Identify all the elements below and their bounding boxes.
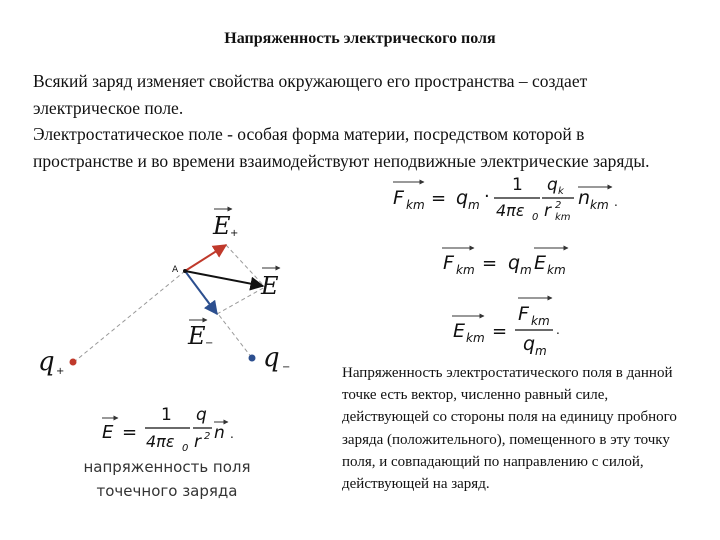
force-equals: =: [482, 253, 498, 274]
point-end-dot: .: [230, 427, 234, 441]
f-km-symbol: F: [393, 187, 404, 209]
force-e-symbol: E: [534, 252, 547, 274]
field-numerator: F: [518, 303, 529, 325]
field-diagram: [38, 209, 290, 377]
field-e-subscript: km: [466, 331, 485, 345]
n-km-symbol: n: [578, 187, 591, 209]
field-denominator: q: [523, 333, 536, 355]
page-title: Напряженность электрического поля: [224, 30, 496, 47]
coulomb-frac2-numerator-sub: k: [558, 186, 564, 197]
point-caption-line1: напряженность поля: [83, 458, 251, 476]
point-frac1-numerator: 1: [161, 405, 172, 425]
field-denominator-sub: m: [535, 344, 547, 358]
e-total-label: E: [261, 272, 279, 300]
formula-force: [442, 248, 568, 277]
charge-plus-label: q: [38, 347, 55, 377]
parallelogram-dash-bottom: [217, 287, 265, 314]
e-minus-subscript: −: [205, 338, 214, 349]
point-a-dot: [183, 269, 187, 273]
point-caption-line2: точечного заряда: [96, 482, 238, 500]
point-equals: =: [122, 422, 138, 443]
coulomb-frac2-denominator: r: [544, 201, 551, 221]
e-minus-label: E: [188, 322, 206, 350]
e-total-arrow: [185, 271, 263, 286]
e-plus-arrow: [185, 245, 226, 271]
force-q-subscript: m: [520, 263, 532, 277]
definition-text: Напряженность электростатического поля в данной точке есть вектор, численно равный силе, действующей со стороны поля на единицу пробного заряда (положительного), помещенного в эту точку поля, и совпадающий по направлению с силой, действующей на заряд.: [342, 365, 677, 493]
formula-coulomb: [393, 175, 618, 223]
charge-plus-subscript: +: [56, 366, 65, 377]
field-e-symbol: E: [453, 320, 466, 342]
force-q-symbol: q: [508, 252, 521, 274]
charge-minus-label: q: [263, 343, 280, 373]
point-e-symbol: E: [102, 422, 114, 443]
field-numerator-sub: km: [531, 314, 550, 328]
q-m-subscript: m: [468, 198, 480, 212]
field-equals: =: [492, 321, 508, 342]
coulomb-frac1-denominator: 4πε: [496, 201, 525, 220]
coulomb-frac2-denominator-sub: km: [555, 212, 571, 223]
coulomb-equals: =: [431, 188, 447, 209]
dashed-line-to-q-plus: [74, 271, 185, 362]
force-f-subscript: km: [456, 263, 475, 277]
coulomb-dot: ·: [484, 186, 490, 207]
charge-minus-subscript: −: [282, 362, 291, 373]
coulomb-frac1-numerator: 1: [512, 175, 523, 195]
e-plus-subscript: +: [230, 228, 239, 239]
intro-paragraph-2: Электростатическое поле - особая форма материи, посредством которой в пространстве и во времени взаимодействуют неподвижные электрические заряды.: [33, 124, 650, 171]
coulomb-frac1-denominator-sub: 0: [532, 212, 539, 223]
point-frac2-denominator-sup: 2: [204, 431, 211, 442]
charge-plus-dot: [70, 359, 77, 366]
intro-paragraph-1: Всякий заряд изменяет свойства окружающего его пространства – создает электрическое поле.: [33, 71, 588, 118]
q-m-symbol: q: [456, 187, 469, 209]
f-km-subscript: km: [406, 198, 425, 212]
coulomb-frac2-denominator-sup: 2: [555, 200, 562, 211]
n-km-subscript: km: [590, 198, 609, 212]
charge-minus-dot: [249, 355, 256, 362]
point-n-symbol: n: [214, 423, 225, 443]
force-e-subscript: km: [547, 263, 566, 277]
field-end-dot: .: [556, 323, 560, 337]
formula-point-charge: [102, 405, 234, 454]
point-a-label: A: [172, 265, 179, 275]
formula-field: [452, 298, 560, 358]
point-frac1-denominator: 4πε: [146, 432, 175, 451]
point-frac2-denominator: r: [194, 432, 201, 452]
e-plus-label: E: [213, 212, 231, 240]
force-f-symbol: F: [443, 252, 454, 274]
coulomb-frac2-numerator: q: [547, 175, 558, 195]
point-frac2-numerator: q: [196, 405, 207, 425]
e-minus-arrow: [185, 271, 217, 314]
point-frac1-denominator-sub: 0: [182, 443, 189, 454]
coulomb-end-dot: .: [614, 195, 618, 209]
